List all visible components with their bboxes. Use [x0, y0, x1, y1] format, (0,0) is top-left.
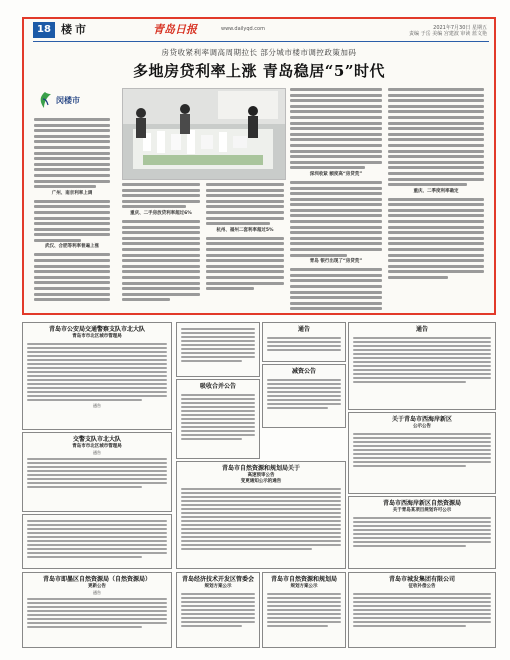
notice-bottom-3 [262, 572, 346, 648]
notice-subtitle: 规划方案公示 [290, 584, 318, 589]
story-subhead: 武汉、合肥等利率普遍上涨 [45, 244, 99, 250]
notice-center-1 [176, 379, 260, 459]
story-subhead: 深圳收紧 额度高“房贷荒” [309, 171, 363, 177]
notice-mid-1 [176, 322, 260, 377]
notice-subtitle: 高速预审公告 [247, 473, 275, 478]
story-photo [122, 88, 286, 180]
date-text: 2021年7月30日 星期五 [433, 25, 487, 31]
story-column-2 [122, 183, 200, 310]
notice-title: 交警支队市北大队 [72, 436, 121, 443]
section-number: 18 [33, 22, 55, 38]
header-rule [33, 41, 489, 42]
notice-mid-2 [262, 322, 346, 362]
story-column-4 [290, 88, 382, 310]
notice-subtitle: 青岛市市北区城市管理局 [72, 444, 122, 449]
notice-title: 通告 [297, 326, 310, 333]
date-line [409, 25, 487, 37]
notice-title: 通告 [415, 326, 428, 333]
story-subhead: 广州、南京利率上调 [51, 190, 93, 196]
notice-left-3 [22, 514, 172, 569]
notice-label: 通告 [93, 403, 101, 408]
story-subhead: 重庆、二手房放贷利率超过6% [130, 210, 192, 216]
notice-left-1 [22, 322, 172, 430]
story-subhead: 杭州、福州二套利率超过5% [216, 227, 274, 233]
notice-title: 青岛市自然资源和规划局 [270, 576, 337, 583]
story-column-1 [34, 118, 110, 310]
story-column-5 [388, 88, 484, 310]
notice-center-2 [176, 461, 346, 569]
notice-bottom-4 [348, 572, 496, 648]
story-subhead: 重庆、二季度利率确定 [413, 188, 459, 194]
story-kicker: 房贷收紧利率调高周期拉长 部分城市楼市调控政策加码 [161, 48, 357, 57]
notice-mid-3 [262, 364, 346, 428]
notice-subtitle: 更新公告 [88, 584, 106, 589]
notice-right-3 [348, 496, 496, 569]
notice-title: 青岛市西海岸新区自然资源局 [382, 500, 461, 507]
notice-title: 青岛经济技术开发区管委会 [181, 576, 254, 583]
page-header [33, 22, 489, 40]
notice-right-2 [348, 412, 496, 494]
notice-label: 变更通知公示的通告 [240, 479, 282, 484]
notice-subtitle: 征收补偿公告 [408, 584, 436, 589]
editor-credits: 责编 于岳 美编 宫建波 审读 蓝文艳 [409, 31, 487, 37]
story-column-3 [206, 183, 284, 310]
notice-title: 青岛市自然资源和规划局关于 [221, 465, 300, 472]
masthead-logo: 青岛日报 [153, 23, 197, 36]
notice-title: 关于青岛市西海岸新区 [391, 416, 452, 423]
website-url: www.dailyqd.com [221, 26, 265, 32]
notice-title: 吸收合并公告 [199, 383, 236, 390]
notice-left-2 [22, 432, 172, 512]
notice-subtitle: 关于青岛某项目规划许可公示 [392, 508, 452, 513]
notice-subtitle: 青岛市市北区城市管理局 [72, 334, 122, 339]
notice-label: 通告 [93, 590, 101, 595]
notice-right-1 [348, 322, 496, 410]
notice-title: 青岛市城发集团有限公司 [388, 576, 455, 583]
column-logo [34, 87, 98, 113]
notice-title: 青岛市即墨区自然资源局（自然资源局） [42, 576, 151, 583]
notice-title: 减资公告 [291, 368, 316, 375]
property-model-photo [123, 89, 285, 179]
story-subhead: 青岛 银行出现了“房贷荒” [309, 259, 363, 265]
column-logo-label: 闵楼市 [56, 96, 80, 105]
notice-title: 青岛市公安局交通警察支队市北大队 [48, 326, 145, 333]
story-headline: 多地房贷利率上涨 青岛稳居“5”时代 [133, 62, 385, 80]
notice-subtitle: 规划方案公示 [204, 584, 232, 589]
notice-bottom-2 [176, 572, 260, 648]
notice-bottom-1 [22, 572, 172, 648]
section-name: 楼市 [61, 23, 89, 36]
leaf-logo-icon [38, 91, 52, 109]
notice-subtitle: 公示公告 [413, 424, 431, 429]
notice-label: 通告 [93, 450, 101, 455]
